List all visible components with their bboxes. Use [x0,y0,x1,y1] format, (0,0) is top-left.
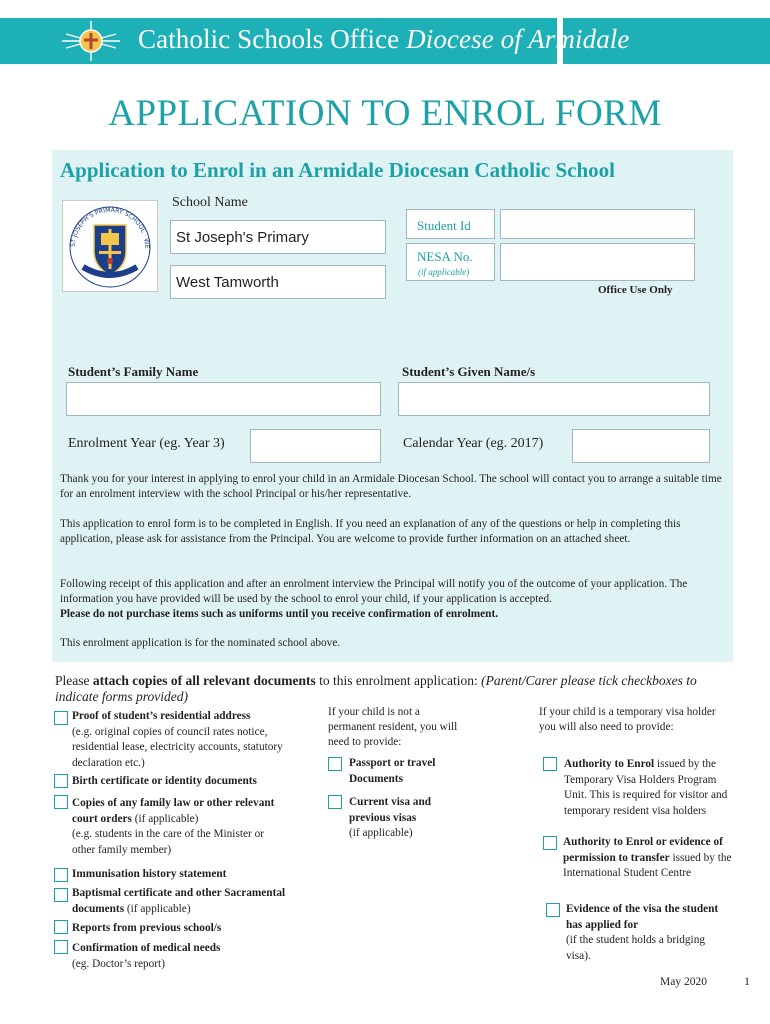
intro-paragraph: Thank you for your interest in applying to enrol your child in an Armidale Diocesan School. The school will contact you to arrange a suitable time for an enrolment interview with the school Principal or his/her representative. [60,473,722,500]
attach-instructions: Please attach copies of all relevant documents to this enrolment application: (Parent/Carer please tick checkboxes to indicate forms provided) [55,673,697,704]
passport-item: Passport or travel Documents [349,757,436,785]
visa-item: Current visa and previous visas (if applicable) [349,796,432,839]
court-orders-item: Copies of any family law or other relevant court orders (if applicable) (e.g. students in the care of the Minister or other family member) [72,797,275,856]
language-paragraph: This application to enrol form is to be completed in English. If you need an explanation of any of the questions or help in completing this application, please ask for assistance from the Principal. You are welcome to provide further information on an attached sheet. [60,518,681,545]
school-location-value: West Tamworth [176,274,279,291]
previous-reports-item: Reports from previous school/s [72,922,222,934]
school-name-value: St Joseph's Primary [176,229,309,246]
panel-title: Application to Enrol in an Armidale Diocesan Catholic School [60,158,615,182]
nominated-school-paragraph: This enrolment application is for the nominated school above. [60,637,341,649]
medical-needs-item: Confirmation of medical needs (eg. Doctor’s report) [72,942,221,970]
baptismal-checkbox[interactable] [54,888,68,902]
authority-to-enrol-item: Authority to Enrol issued by the Temporary Visa Holders Program Unit. This is required for visitor and temporary resident visa holders [564,758,728,817]
page-title: APPLICATION TO ENROL FORM [108,93,662,134]
student-id-field[interactable] [500,209,695,239]
given-name-input[interactable] [398,382,710,416]
svg-text:ST JOSEPH'S PRIMARY SCHOOL · W: ST JOSEPH'S PRIMARY SCHOOL · WE [69,206,151,249]
office-use-label: Office Use Only [598,284,673,296]
court-orders-checkbox[interactable] [54,795,68,809]
school-name-label: School Name [172,195,248,210]
outcome-paragraph: Following receipt of this application and after an enrolment interview the Principal will notify you of the outcome of your application. The information you have provided will be used by the school to enrol your child, if your application is accepted. Please do not purchase items such as uniforms until you receive confirmation of enrolment. [60,578,688,620]
temporary-visa-heading: If your child is a temporary visa holder you will also need to provide: [539,706,716,733]
baptismal-item: Baptismal certificate and other Sacramental documents (if applicable) [72,887,286,915]
medical-needs-checkbox[interactable] [54,940,68,954]
page-number: 1 [744,974,750,988]
nesa-label: NESA No. [417,249,473,264]
family-name-input[interactable] [66,382,381,416]
calendar-year-label: Calendar Year (eg. 2017) [403,436,544,451]
calendar-year-input[interactable] [572,429,710,463]
birth-certificate-item: Birth certificate or identity documents [72,775,257,787]
nesa-field[interactable] [500,243,695,281]
passport-checkbox[interactable] [328,757,342,771]
visa-evidence-item: Evidence of the visa the student has applied for (if the student holds a bridging visa). [566,903,719,962]
non-permanent-heading: If your child is not a permanent resident, you will need to provide: [328,706,458,748]
residential-address-item: Proof of student’s residential address (e.g. original copies of council rates notice, residential lease, electricity accounts, statutory declaration etc.) [72,710,283,769]
visa-evidence-checkbox[interactable] [546,903,560,917]
visa-checkbox[interactable] [328,795,342,809]
immunisation-item: Immunisation history statement [72,868,227,880]
footer-date: May 2020 [660,976,707,988]
family-name-label: Student’s Family Name [68,364,199,379]
given-name-label: Student’s Given Name/s [402,364,536,379]
banner-title: Catholic Schools Office Diocese of Armidale [138,24,630,54]
transfer-permission-item: Authority to Enrol or evidence of permission to transfer issued by the International Student Centre [563,836,732,879]
nesa-sublabel: (if applicable) [418,267,470,277]
residential-address-checkbox[interactable] [54,711,68,725]
student-id-label: Student Id [417,218,471,233]
immunisation-checkbox[interactable] [54,868,68,882]
transfer-permission-checkbox[interactable] [543,836,557,850]
school-crest [62,200,158,292]
previous-reports-checkbox[interactable] [54,920,68,934]
enrolment-year-label: Enrolment Year (eg. Year 3) [68,436,225,451]
enrolment-year-input[interactable] [250,429,381,463]
diocese-logo-icon [60,20,122,62]
birth-certificate-checkbox[interactable] [54,774,68,788]
authority-to-enrol-checkbox[interactable] [543,757,557,771]
school-crest-icon [63,201,157,291]
